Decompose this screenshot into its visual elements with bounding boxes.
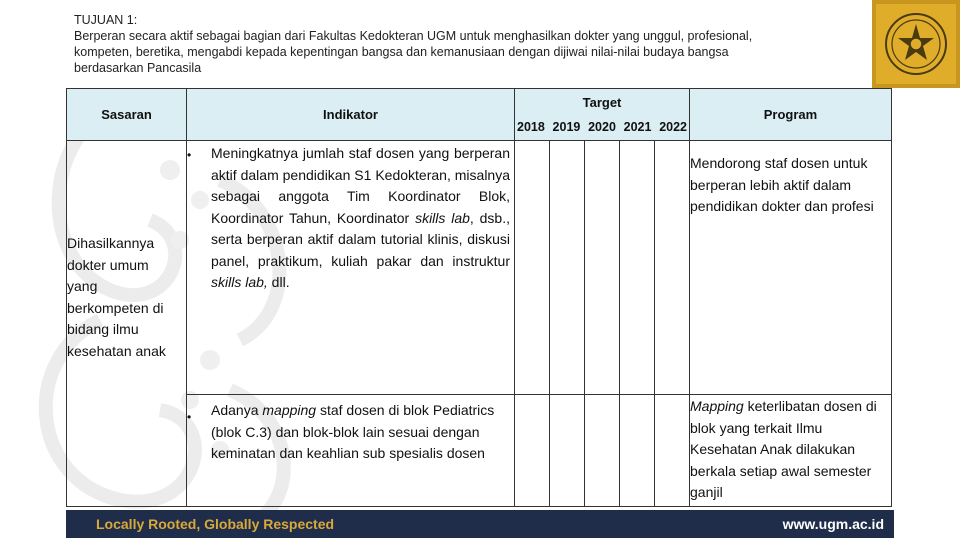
target-cell <box>515 395 550 507</box>
sasaran-line: Dihasilkannya <box>67 235 155 251</box>
program-cell-2: Mapping keterlibatan dosen di blok yang terkait Ilmu Kesehatan Anak dilakukan berkala setiap awal semester ganjil <box>690 395 892 507</box>
year-2022: 2022 <box>659 120 687 134</box>
sasaran-cell <box>67 141 187 507</box>
target-cell <box>585 141 620 395</box>
objective-text <box>74 12 864 76</box>
ugm-seal-icon <box>876 4 956 84</box>
indikator-cell-2 <box>187 395 515 507</box>
ugm-logo <box>872 0 960 88</box>
target-cell <box>550 395 585 507</box>
footer-bar <box>66 510 894 538</box>
target-cell <box>515 141 550 395</box>
footer-url[interactable]: www.ugm.ac.id <box>782 516 884 532</box>
objective-table <box>66 88 892 507</box>
target-label: Target <box>582 95 622 110</box>
sasaran-line: berkompeten di <box>67 299 164 316</box>
header-indikator: Indikator <box>187 89 515 141</box>
header-target <box>515 89 690 141</box>
target-cell <box>655 395 690 507</box>
target-cell <box>620 141 655 395</box>
bullet: • <box>187 410 192 424</box>
footer-tagline: Locally Rooted, Globally Respected <box>96 516 335 532</box>
year-2021: 2021 <box>623 120 652 134</box>
sasaran-line: bidang ilmu <box>67 321 139 337</box>
objective-line-3: berdasarkan Pancasila <box>74 61 202 75</box>
objective-title: TUJUAN 1: <box>74 13 138 27</box>
bullet: • <box>187 148 192 162</box>
year-2018: 2018 <box>517 120 545 134</box>
year-2019: 2019 <box>552 120 581 134</box>
target-cell <box>620 395 655 507</box>
indikator-text-2: Adanya mapping staf dosen di blok Pediatrics (blok C.3) dan blok-blok lain sesuai dengan keminatan dan keahlian sub spesialis dosen <box>211 402 495 461</box>
target-cell <box>550 141 585 395</box>
indikator-text-1: Meningkatnya jumlah staf dosen yang berperan aktif dalam pendidikan S1 Kedokteran, misalnya sebagai anggota Tim Koordinator Blok, Koordinator Tahun, Koordinator skills lab, dsb., serta berperan aktif dalam tutorial klinis, diskusi panel, praktikum, kuliah pakar dan instruktur skills lab, dll. <box>211 145 510 290</box>
objective-line-2: kompeten, beretika, mengabdi kepada kepentingan bangsa dan kemanusiaan dengan dijiwai nilai-nilai budaya bangsa <box>74 45 729 59</box>
header-sasaran: Sasaran <box>67 89 187 141</box>
target-cell <box>585 395 620 507</box>
objective-line-1: Berperan secara aktif sebagai bagian dari Fakultas Kedokteran UGM untuk menghasilkan dokter yang unggul, profesional, <box>74 29 753 43</box>
sasaran-line: dokter umum <box>67 256 149 273</box>
indikator-cell-1 <box>187 141 515 395</box>
header-program: Program <box>690 89 892 141</box>
year-2020: 2020 <box>588 120 616 134</box>
sasaran-line: yang <box>67 278 98 294</box>
program-cell-1: Mendorong staf dosen untuk berperan lebih aktif dalam pendidikan dokter dan profesi <box>690 141 892 395</box>
sasaran-line: kesehatan anak <box>67 342 166 359</box>
target-cell <box>655 141 690 395</box>
